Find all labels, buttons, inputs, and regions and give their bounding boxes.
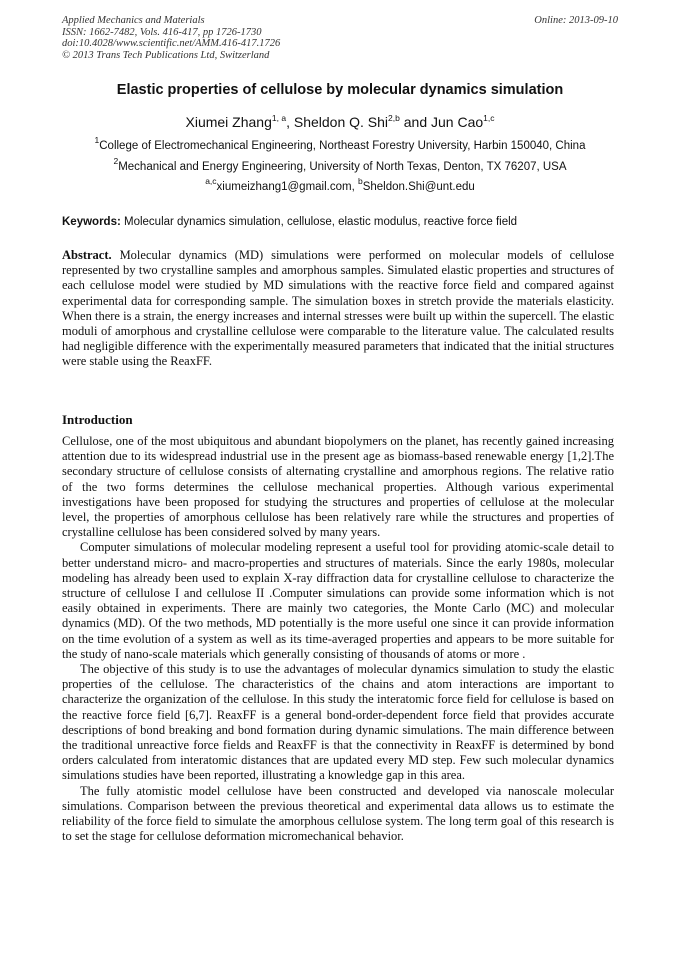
author-affiliation-mark: 1,c: [483, 113, 495, 123]
author-name: Sheldon Q. Shi: [293, 114, 389, 130]
paragraph: Computer simulations of molecular modeling represent a useful tool for providing atomic-scale detail to better understand micro- and macro-properties and structures of materials. Since the early 1980s, molecular modeling has already been used to explain X-ray diffraction data for crystalline cellulose to characterize the structure of cellulose I and cellulose II .Computer simulations can provide some information which is not easily obtained in experiments. There are mainly two categories, the Monte Carlo (MC) and molecular dynamics (MD). Of the two methods, MD potentially is the more useful one since it can provide information on the time evolution of a system as well as its time-averaged properties and appears to be more suitable for the study of nano-scale materials which generally consisting of thousands of atoms or more .: [62, 540, 614, 661]
paper-title: Elastic properties of cellulose by molecular dynamics simulation: [116, 82, 564, 98]
author-emails: [62, 176, 618, 194]
issn-line: ISSN: 1662-7482, Vols. 416-417, pp 1726-1730: [62, 26, 262, 38]
author-affiliation-mark: 1, a: [271, 113, 287, 123]
paragraph: The objective of this study is to use the advantages of molecular dynamics simulation to study the elastic properties of the cellulose. The characteristics of the chains and atom interactions are important to characterize the organization of the cellulose. In this study the interatomic force field for cellulose is based on the reactive force field [6,7]. ReaxFF is a general bond-order-dependent force field that provides accurate descriptions of bond breaking and bond formation during dynamic simulations. The main difference between the traditional unreactive force fields and ReaxFF is that the connectivity in ReaxFF is determined by bond orders calculated from interatomic distances that are updated every MD step. Few such molecular dynamics simulations studies have been reported, illustrating a knowledge gap in this area.: [62, 662, 614, 783]
abstract-text: Molecular dynamics (MD) simulations were performed on molecular models of cellulose represented by two crystalline samples and amorphous samples. Simulated elastic properties and structures of each cellulose model were studied by MD simulations with the reactive force field and compared against experimental data for corresponding sample. The simulation boxes in stretch provide the materials elasticity. When there is a strain, the energy increases and internal stresses were built up within the supercell. The elastic moduli of amorphous and crystalline cellulose were comparable to the literature value. The calculated results had negligible difference with the experimentally measured parameters that indicated that the initial structures were stable using the ReaxFF.: [62, 248, 614, 369]
email-text: xiumeizhang1@gmail.com,: [216, 181, 358, 193]
section-heading-introduction: Introduction: [62, 412, 133, 427]
email-mark: a,c: [205, 176, 217, 186]
journal-header: [62, 15, 618, 61]
affiliation-1: [62, 135, 618, 153]
online-date: Online: 2013-09-10: [534, 15, 618, 26]
affiliation-text: Mechanical and Energy Engineering, University of North Texas, Denton, TX 76207, USA: [118, 161, 567, 173]
paragraph: The fully atomistic model cellulose have been constructed and developed via nanoscale molecular simulations. Comparison between the previous theoretical and experimental data allows us to estimate the reliability of the force field to simulate the amorphous cellulose system. The long term goal of this research is to set the stage for cellulose deformation micromechanical behavior.: [62, 783, 614, 844]
email-text: Sheldon.Shi@unt.edu: [362, 181, 475, 193]
affiliation-mark: 2: [113, 156, 119, 166]
author-list: [62, 113, 618, 131]
keywords-text: Molecular dynamics simulation, cellulose, elastic modulus, reactive force field: [120, 216, 518, 228]
abstract: [62, 248, 614, 370]
author-affiliation-mark: 2,b: [388, 113, 400, 123]
keywords-label: Keywords:: [62, 216, 121, 228]
copyright-line: © 2013 Trans Tech Publications Ltd, Switzerland: [62, 49, 270, 61]
paragraph: Cellulose, one of the most ubiquitous and abundant biopolymers on the planet, has recently gained increasing attention due to its widespread industrial use in the present age as biomass-based renewable energy [1,2].The secondary structure of cellulose consists of alternating crystalline and amorphous regions. The relative ratio of the two forms determines the cellulose mechanical properties. Although various experimental investigations have been proposed for studying the structures and properties of cellulose at the molecular level, the properties of amorphous cellulose has been relatively rare while the structures and properties of crystalline cellulose has been considered solved by many years.: [62, 434, 614, 540]
abstract-label: Abstract.: [62, 248, 112, 262]
email-mark: b: [357, 176, 363, 186]
author-name: Xiumei Zhang: [185, 114, 272, 130]
author-name: Jun Cao: [431, 114, 484, 130]
affiliation-2: [62, 156, 618, 174]
doi-line: doi:10.4028/www.scientific.net/AMM.416-417.1726: [62, 38, 281, 49]
affiliation-mark: 1: [94, 135, 100, 145]
author-separator: and: [399, 114, 431, 130]
author-separator: ,: [286, 114, 294, 130]
keywords: [62, 215, 618, 229]
journal-name: Applied Mechanics and Materials: [62, 15, 205, 26]
affiliation-text: College of Electromechanical Engineering, Northeast Forestry University, Harbin 150040, China: [99, 140, 586, 152]
introduction-body: [62, 434, 614, 844]
